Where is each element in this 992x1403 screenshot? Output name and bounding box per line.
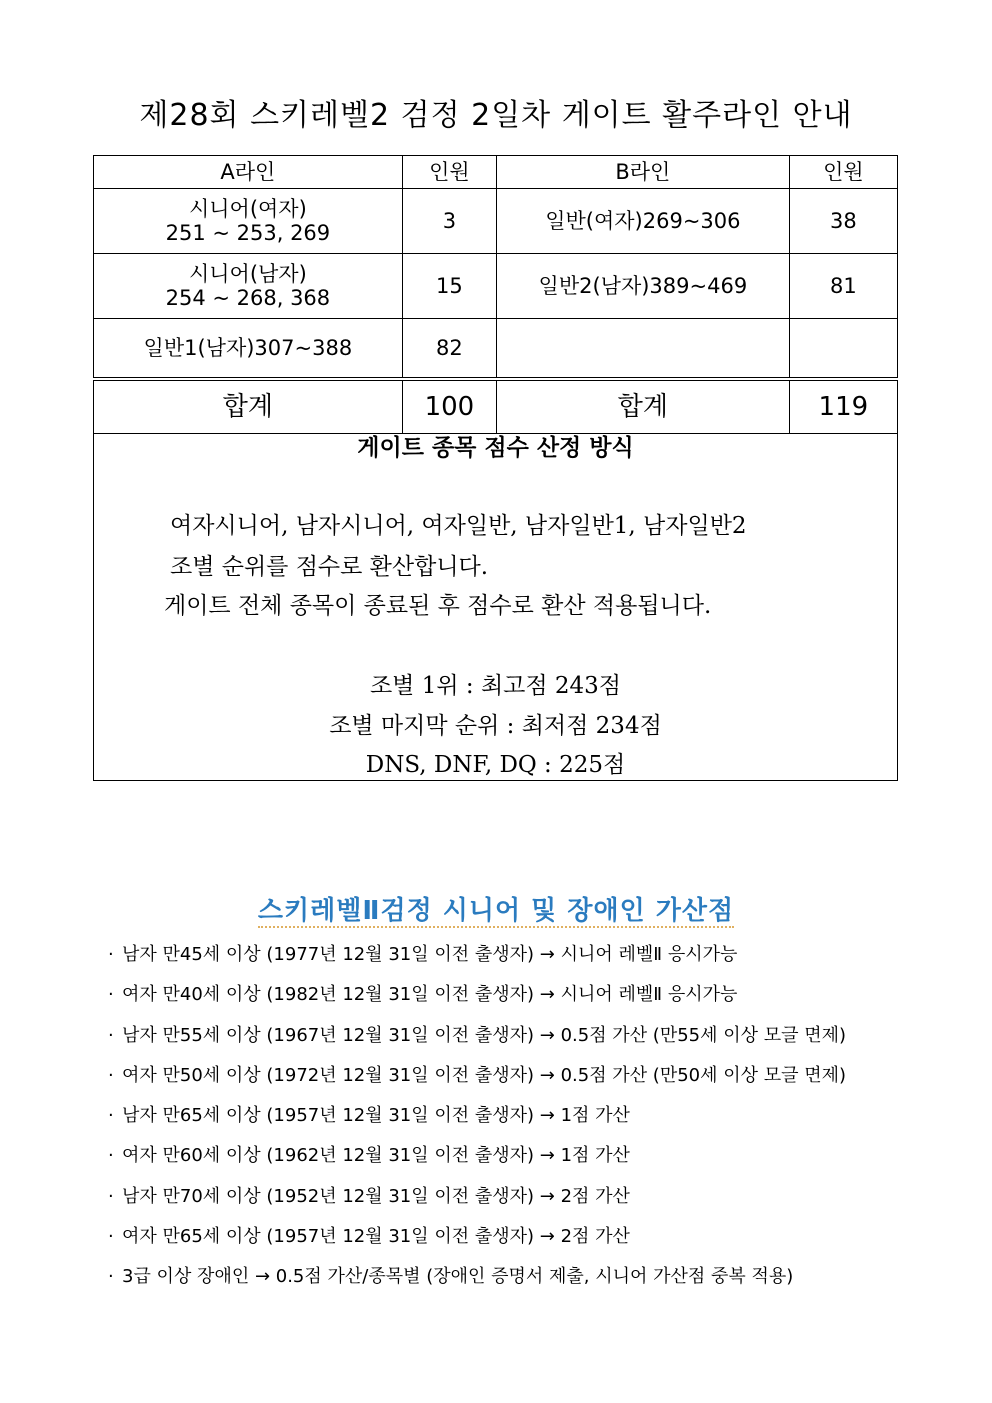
list-item [108, 1061, 846, 1101]
list-item-text: 남자 만45세 이상 (1977년 12월 31일 이전 출생자) → 시니어 레벨Ⅱ 응시가능 [122, 944, 738, 965]
scoring-method-box [94, 434, 898, 781]
list-item-text: 여자 만65세 이상 (1957년 12월 31일 이전 출생자) → 2점 가산 [122, 1226, 630, 1248]
list-item-text: 여자 만50세 이상 (1972년 12월 31일 이전 출생자) → 0.5점 가산 (만50세 이상 모글 면제) [122, 1064, 847, 1086]
a-count-cell: 82 [402, 319, 496, 380]
list-item-text: 여자 만40세 이상 (1982년 12월 31일 이전 출생자) → 시니어 레벨Ⅱ 응시가능 [122, 984, 738, 1006]
header-b-count: 인원 [789, 156, 897, 189]
score-line: DNS, DNF, DQ : 225점 [365, 752, 626, 778]
b-count-cell: 81 [789, 254, 897, 319]
bullet-dot: · [108, 1024, 114, 1046]
method-line: 여자시니어, 남자시니어, 여자일반, 남자일반1, 남자일반2 [170, 513, 747, 539]
list-item [108, 1262, 846, 1302]
gate-line-table [93, 155, 898, 781]
table-row [94, 319, 898, 380]
bullet-dot: · [108, 944, 114, 965]
total-a-value: 100 [402, 379, 496, 434]
a-count-cell: 15 [402, 254, 496, 319]
b-count-cell [789, 319, 897, 380]
list-item-text: 남자 만65세 이상 (1957년 12월 31일 이전 출생자) → 1점 가산 [122, 1105, 630, 1127]
total-a-label: 합계 [94, 379, 403, 434]
bullet-dot: · [108, 1145, 114, 1167]
table-header-row [94, 156, 898, 189]
list-item-text: 3급 이상 장애인 → 0.5점 가산/종목별 (장애인 증명서 제출, 시니어 가산점 중복 적용) [122, 1266, 794, 1288]
b-line-cell: 일반2(남자)389~469 [497, 254, 790, 319]
a-line-group: 시니어(남자) [188, 262, 307, 286]
header-a-count: 인원 [402, 156, 496, 189]
list-item [108, 1182, 846, 1222]
total-row [94, 379, 898, 434]
header-a-line: A라인 [94, 156, 403, 189]
list-item [108, 1141, 846, 1181]
total-b-label: 합계 [497, 379, 790, 434]
list-item [108, 940, 846, 980]
bullet-dot: · [108, 1226, 114, 1248]
a-line-range: 251 ~ 253, 269 [165, 221, 331, 245]
b-count-cell: 38 [789, 189, 897, 254]
list-item [108, 1101, 846, 1141]
method-line: 조별 순위를 점수로 환산합니다. [170, 554, 489, 580]
b-line-cell [497, 319, 790, 380]
a-line-group: 시니어(여자) [188, 197, 307, 221]
method-line: 게이트 전체 종목이 종료된 후 점수로 환산 적용됩니다. [164, 593, 712, 619]
list-item [108, 980, 846, 1020]
score-line: 조별 마지막 순위 : 최저점 234점 [329, 713, 662, 739]
list-item-text: 남자 만70세 이상 (1952년 12월 31일 이전 출생자) → 2점 가산 [122, 1185, 630, 1207]
a-line-cell [94, 189, 403, 254]
list-item [108, 1222, 846, 1262]
bullet-dot: · [108, 1185, 114, 1207]
list-item-text: 남자 만55세 이상 (1967년 12월 31일 이전 출생자) → 0.5점 가산 (만55세 이상 모글 면제) [122, 1024, 847, 1046]
bullet-dot: · [108, 1105, 114, 1127]
table-row [94, 189, 898, 254]
a-count-cell: 3 [402, 189, 496, 254]
list-item-text: 여자 만60세 이상 (1962년 12월 31일 이전 출생자) → 1점 가산 [122, 1145, 630, 1167]
b-line-cell: 일반(여자)269~306 [497, 189, 790, 254]
bullet-dot: · [108, 1064, 114, 1086]
a-line-cell [94, 254, 403, 319]
total-b-value: 119 [789, 379, 897, 434]
list-item [108, 1021, 846, 1061]
a-line-cell: 일반1(남자)307~388 [94, 319, 403, 380]
method-row [94, 434, 898, 781]
bullet-dot: · [108, 1266, 114, 1288]
page-title: 제28회 스키레벨2 검정 2일차 게이트 활주라인 안내 [139, 98, 853, 133]
a-line-range: 254 ~ 268, 368 [165, 286, 331, 310]
bonus-list [108, 940, 846, 1303]
bonus-title-text: 스키레벨Ⅱ검정 시니어 및 장애인 가산점 [257, 896, 735, 926]
bonus-section-title [0, 890, 992, 927]
header-b-line: B라인 [497, 156, 790, 189]
bullet-dot: · [108, 984, 114, 1006]
score-line: 조별 1위 : 최고점 243점 [369, 673, 622, 699]
method-title: 게이트 종목 점수 산정 방식 [357, 435, 634, 461]
table-row [94, 254, 898, 319]
